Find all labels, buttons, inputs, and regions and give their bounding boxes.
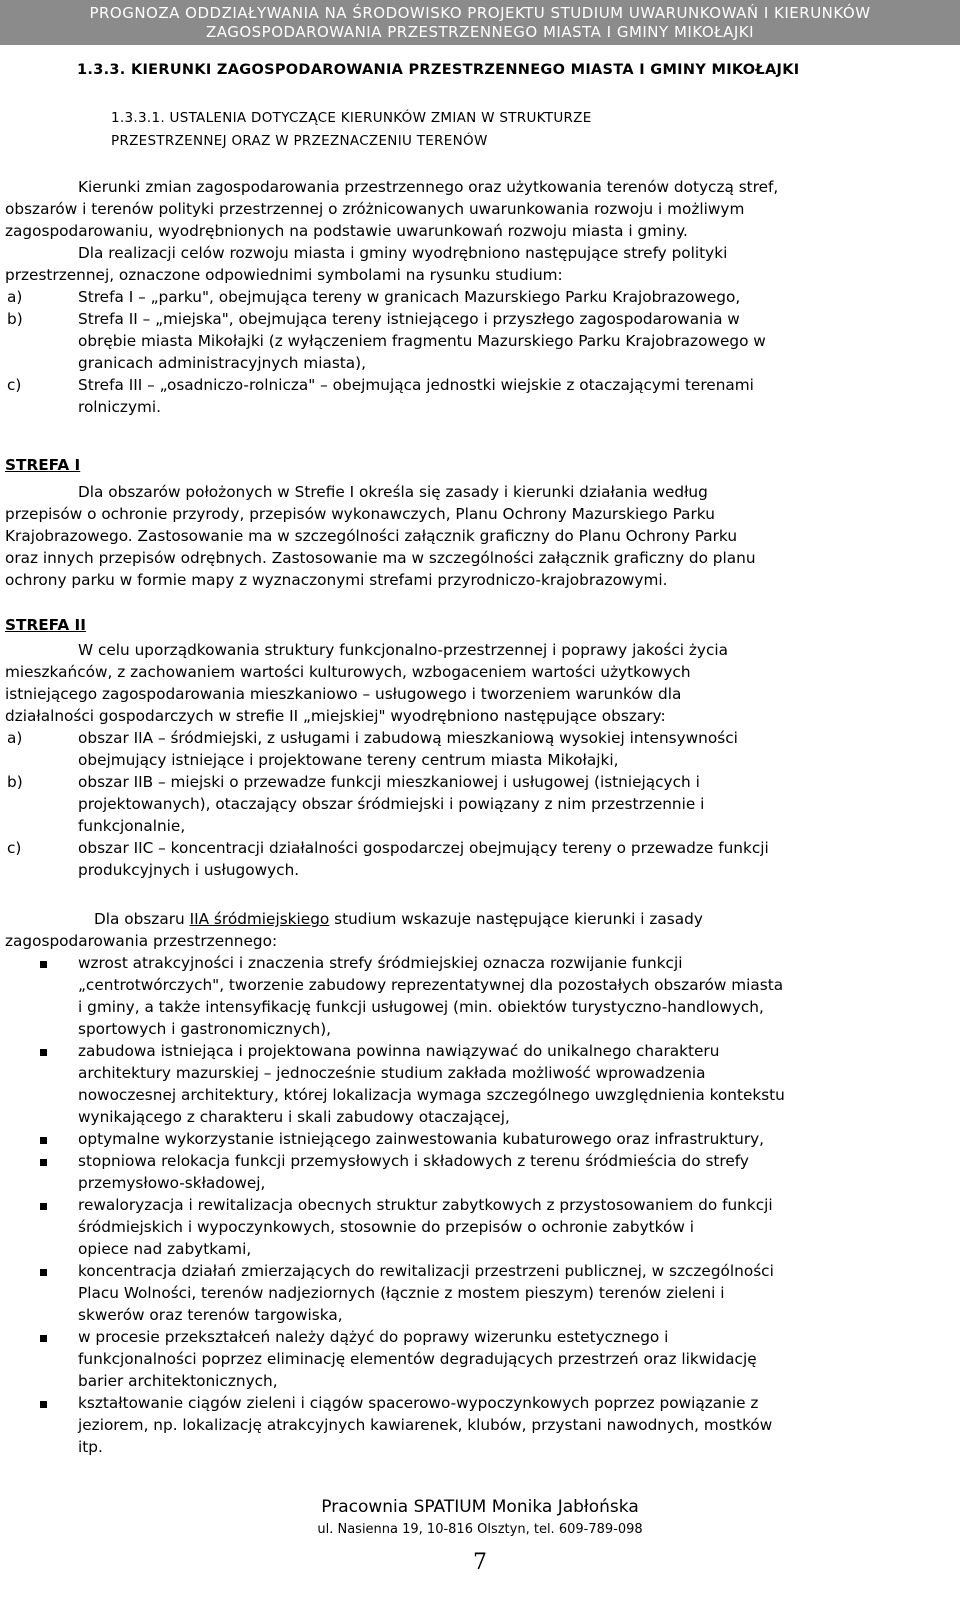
strefa-1-line: oraz innych przepisów odrębnych. Zastosowanie ma w szczególności załącznik graficzny do planu bbox=[5, 549, 756, 567]
intro-line: Dla realizacji celów rozwoju miasta i gminy wyodrębniono następujące strefy polityki bbox=[78, 244, 728, 262]
bullet-line: „centrotwórczych", tworzenie zabudowy reprezentatywnej dla pozostałych obszarów miasta bbox=[78, 976, 784, 994]
zone-line: obrębie miasta Mikołajki (z wyłączeniem fragmentu Mazurskiego Parku Krajobrazowego w bbox=[78, 332, 766, 350]
intro-line: obszarów i terenów polityki przestrzennej o zróżnicowanych uwarunkowania rozwoju i możliwym bbox=[5, 200, 745, 218]
zone-line: granicach administracyjnych miasta), bbox=[78, 354, 367, 372]
bullet-line: Placu Wolności, terenów nadjeziornych (łącznie z mostem pieszym) terenów zieleni i bbox=[78, 1284, 725, 1302]
bullet-line: wynikającego z charakteru i skali zabudowy otaczającej, bbox=[78, 1108, 510, 1126]
section-heading: 1.3.3. KIERUNKI ZAGOSPODAROWANIA PRZESTRZENNEGO MIASTA I GMINY MIKOŁAJKI bbox=[77, 62, 800, 78]
strefa-1-line: Krajobrazowego. Zastosowanie ma w szczególności załącznik graficzny do Planu Ochrony Parku bbox=[5, 527, 738, 545]
area-line: obszar IIC – koncentracji działalności gospodarczej obejmujący tereny o przewadze funkcji bbox=[78, 839, 769, 857]
running-header bbox=[0, 0, 960, 45]
list-marker: b) bbox=[7, 310, 23, 328]
bullet-line: w procesie przekształceń należy dążyć do poprawy wizerunku estetycznego i bbox=[78, 1328, 669, 1346]
area-line: obszar IIB – miejski o przewadze funkcji mieszkaniowej i usługowej (istniejących i bbox=[78, 773, 700, 791]
bullet-marker bbox=[40, 1159, 47, 1166]
area-line: obszar IIA – śródmiejski, z usługami i zabudową mieszkaniową wysokiej intensywności bbox=[78, 729, 738, 747]
list-marker: a) bbox=[7, 288, 23, 306]
bullet-line: śródmiejskich i wypoczynkowych, stosownie do przepisów o ochronie zabytków i bbox=[78, 1218, 694, 1236]
bullet-marker bbox=[40, 961, 47, 968]
bullet-line: przemysłowo-składowej, bbox=[78, 1174, 266, 1192]
strefa-2-line: W celu uporządkowania struktury funkcjonalno-przestrzennej i poprawy jakości życia bbox=[78, 641, 728, 659]
strefa-2-heading: STREFA II bbox=[5, 616, 86, 634]
bullet-line: itp. bbox=[78, 1438, 103, 1456]
strefa-2-line: mieszkańców, z zachowaniem wartości kulturowych, wzbogaceniem wartości użytkowych bbox=[5, 663, 691, 681]
list-marker: c) bbox=[7, 376, 22, 394]
bullet-line: wzrost atrakcyjności i znaczenia strefy śródmiejskiej oznacza rozwijanie funkcji bbox=[78, 954, 683, 972]
bullet-line: opiece nad zabytkami, bbox=[78, 1240, 252, 1258]
zone-line: Strefa I – „parku", obejmująca tereny w granicach Mazurskiego Parku Krajobrazowego, bbox=[78, 288, 741, 306]
bullet-marker bbox=[40, 1137, 47, 1144]
intro-line: zagospodarowaniu, wyodrębnionych na podstawie uwarunkowań rozwoju miasta i gminy. bbox=[5, 222, 688, 240]
iia-lead-text: Dla obszaru bbox=[94, 910, 190, 928]
bullet-marker bbox=[40, 1203, 47, 1210]
intro-line: przestrzennej, oznaczone odpowiednimi symbolami na rysunku studium: bbox=[5, 266, 563, 284]
area-line: projektowanych), otaczający obszar śródmiejski i powiązany z nim przestrzennie i bbox=[78, 795, 705, 813]
area-line: produkcyjnych i usługowych. bbox=[78, 861, 300, 879]
strefa-1-line: ochrony parku w formie mapy z wyznaczonymi strefami przyrodniczo-krajobrazowymi. bbox=[5, 571, 668, 589]
footer-address: ul. Nasienna 19, 10-816 Olsztyn, tel. 609-789-098 bbox=[317, 1522, 643, 1537]
subsection-heading-line-1: 1.3.3.1. USTALENIA DOTYCZĄCE KIERUNKÓW ZMIAN W STRUKTURZE bbox=[111, 110, 592, 126]
header-line-1: PROGNOZA ODDZIAŁYWANIA NA ŚRODOWISKO PROJEKTU STUDIUM UWARUNKOWAŃ I KIERUNKÓW bbox=[89, 4, 871, 22]
strefa-2-line: działalności gospodarczych w strefie II „miejskiej" wyodrębniono następujące obszary: bbox=[5, 707, 666, 725]
strefa-1-line: przepisów o ochronie przyrody, przepisów wykonawczych, Planu Ochrony Mazurskiego Parku bbox=[5, 505, 715, 523]
bullet-line: koncentracja działań zmierzających do rewitalizacji przestrzeni publicznej, w szczególności bbox=[78, 1262, 774, 1280]
bullet-line: kształtowanie ciągów zieleni i ciągów spacerowo-wypoczynkowych poprzez powiązanie z bbox=[78, 1394, 759, 1412]
bullet-line: zabudowa istniejąca i projektowana powinna nawiązywać do unikalnego charakteru bbox=[78, 1042, 720, 1060]
list-marker: b) bbox=[7, 773, 23, 791]
zone-line: Strefa III – „osadniczo-rolnicza" – obejmująca jednostki wiejskie z otaczającymi terenami bbox=[78, 376, 754, 394]
zone-line: rolniczymi. bbox=[78, 398, 162, 416]
bullet-line: sportowych i gastronomicznych), bbox=[78, 1020, 332, 1038]
bullet-line: barier architektonicznych, bbox=[78, 1372, 278, 1390]
footer-company: Pracownia SPATIUM Monika Jabłońska bbox=[321, 1497, 639, 1517]
bullet-marker bbox=[40, 1269, 47, 1276]
bullet-line: funkcjonalności poprzez eliminację elementów degradujących przestrzeń oraz likwidację bbox=[78, 1350, 757, 1368]
iia-lead-line-2: zagospodarowania przestrzennego: bbox=[5, 932, 278, 950]
bullet-line: skwerów oraz terenów targowiska, bbox=[78, 1306, 343, 1324]
bullet-line: jeziorem, np. lokalizację atrakcyjnych kawiarenek, klubów, przystani nawodnych, mostków bbox=[78, 1416, 773, 1434]
zone-line: Strefa II – „miejska", obejmująca tereny istniejącego i przyszłego zagospodarowania w bbox=[78, 310, 740, 328]
bullet-line: rewaloryzacja i rewitalizacja obecnych struktur zabytkowych z przystosowaniem do funkcji bbox=[78, 1196, 773, 1214]
list-marker: a) bbox=[7, 729, 23, 747]
iia-lead bbox=[94, 909, 703, 930]
subsection-heading-line-2: PRZESTRZENNEJ ORAZ W PRZEZNACZENIU TERENÓW bbox=[111, 133, 488, 149]
intro-line: Kierunki zmian zagospodarowania przestrzennego oraz użytkowania terenów dotyczą stref, bbox=[78, 178, 779, 196]
strefa-1-heading: STREFA I bbox=[5, 456, 81, 474]
bullet-marker bbox=[40, 1049, 47, 1056]
page-number: 7 bbox=[473, 1550, 487, 1575]
area-line: funkcjonalnie, bbox=[78, 817, 186, 835]
bullet-line: optymalne wykorzystanie istniejącego zainwestowania kubaturowego oraz infrastruktury, bbox=[78, 1130, 765, 1148]
strefa-1-line: Dla obszarów położonych w Strefie I określa się zasady i kierunki działania według bbox=[78, 483, 708, 501]
bullet-marker bbox=[40, 1335, 47, 1342]
strefa-2-line: istniejącego zagospodarowania mieszkaniowo – usługowego i tworzeniem warunków dla bbox=[5, 685, 682, 703]
area-line: obejmujący istniejące i projektowane tereny centrum miasta Mikołajki, bbox=[78, 751, 619, 769]
iia-lead-text: studium wskazuje następujące kierunki i zasady bbox=[329, 910, 703, 928]
bullet-line: stopniowa relokacja funkcji przemysłowych i składowych z terenu śródmieścia do strefy bbox=[78, 1152, 749, 1170]
bullet-marker bbox=[40, 1401, 47, 1408]
bullet-line: i gminy, a także intensyfikację funkcji usługowej (min. obiektów turystyczno-handlowych, bbox=[78, 998, 764, 1016]
header-line-2: ZAGOSPODAROWANIA PRZESTRZENNEGO MIASTA I GMINY MIKOŁAJKI bbox=[205, 23, 755, 41]
iia-lead-underlined: IIA śródmiejskiego bbox=[189, 910, 330, 928]
list-marker: c) bbox=[7, 839, 22, 857]
bullet-line: architektury mazurskiej – jednocześnie studium zakłada możliwość wprowadzenia bbox=[78, 1064, 706, 1082]
bullet-line: nowoczesnej architektury, której lokalizacja wymaga szczególnego uwzględnienia kontekstu bbox=[78, 1086, 785, 1104]
